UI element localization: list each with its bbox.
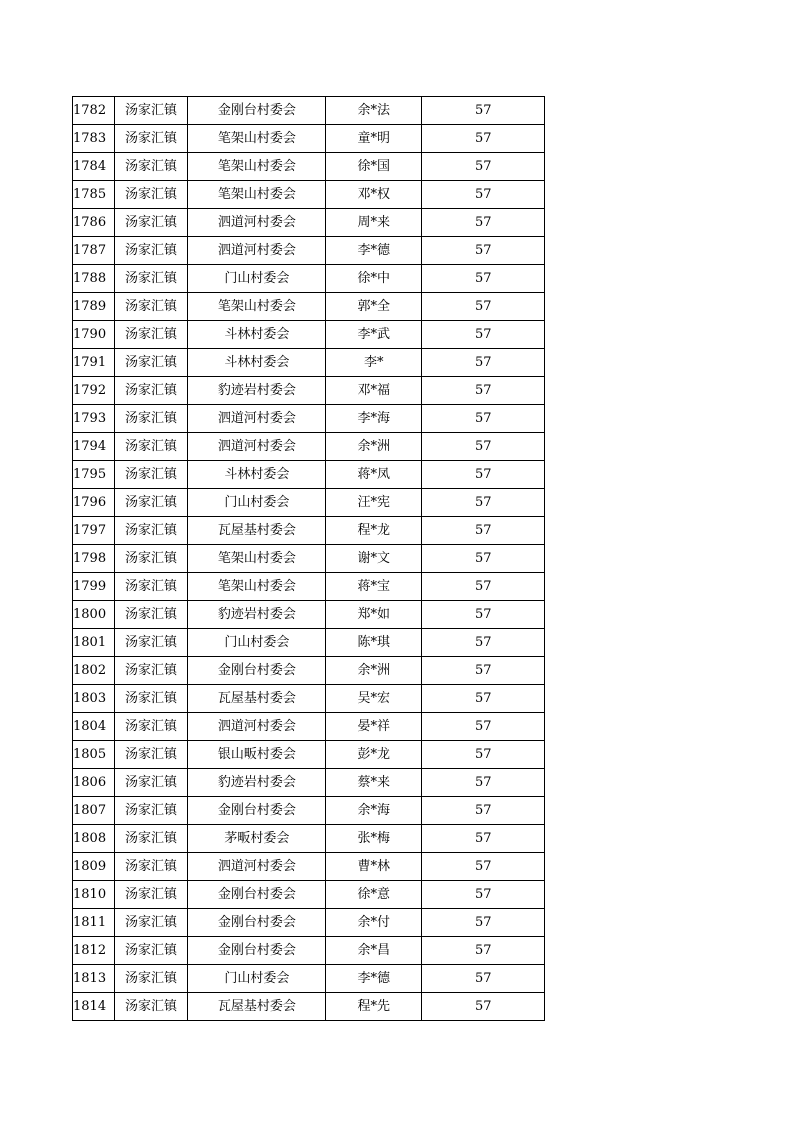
village-committee-cell: 泗道河村委会 — [188, 237, 326, 265]
table-row — [73, 657, 545, 685]
person-name-cell: 吴*宏 — [326, 685, 422, 713]
person-name-cell: 余*洲 — [326, 433, 422, 461]
table-row — [73, 853, 545, 881]
village-committee-cell: 金刚台村委会 — [188, 97, 326, 125]
table-row — [73, 237, 545, 265]
row-number-cell: 1790 — [73, 321, 115, 349]
amount-cell: 57 — [422, 321, 545, 349]
row-number-cell: 1801 — [73, 629, 115, 657]
village-committee-cell: 门山村委会 — [188, 629, 326, 657]
town-cell: 汤家汇镇 — [114, 685, 188, 713]
town-cell: 汤家汇镇 — [114, 181, 188, 209]
person-name-cell: 李* — [326, 349, 422, 377]
village-committee-cell: 门山村委会 — [188, 489, 326, 517]
person-name-cell: 余*洲 — [326, 657, 422, 685]
person-name-cell: 汪*宪 — [326, 489, 422, 517]
table-row — [73, 601, 545, 629]
table-row — [73, 825, 545, 853]
town-cell: 汤家汇镇 — [114, 545, 188, 573]
town-cell: 汤家汇镇 — [114, 405, 188, 433]
town-cell: 汤家汇镇 — [114, 461, 188, 489]
town-cell: 汤家汇镇 — [114, 797, 188, 825]
village-committee-cell: 瓦屋基村委会 — [188, 517, 326, 545]
village-committee-cell: 笔架山村委会 — [188, 153, 326, 181]
village-committee-cell: 瓦屋基村委会 — [188, 993, 326, 1021]
row-number-cell: 1810 — [73, 881, 115, 909]
row-number-cell: 1807 — [73, 797, 115, 825]
amount-cell: 57 — [422, 937, 545, 965]
village-committee-cell: 斗林村委会 — [188, 349, 326, 377]
village-committee-cell: 茅畈村委会 — [188, 825, 326, 853]
person-name-cell: 徐*国 — [326, 153, 422, 181]
row-number-cell: 1803 — [73, 685, 115, 713]
village-committee-cell: 门山村委会 — [188, 965, 326, 993]
amount-cell: 57 — [422, 965, 545, 993]
table-row — [73, 209, 545, 237]
row-number-cell: 1782 — [73, 97, 115, 125]
amount-cell: 57 — [422, 125, 545, 153]
person-name-cell: 彭*龙 — [326, 741, 422, 769]
person-name-cell: 余*海 — [326, 797, 422, 825]
town-cell: 汤家汇镇 — [114, 517, 188, 545]
amount-cell: 57 — [422, 293, 545, 321]
table-row — [73, 909, 545, 937]
village-committee-cell: 泗道河村委会 — [188, 853, 326, 881]
town-cell: 汤家汇镇 — [114, 573, 188, 601]
amount-cell: 57 — [422, 265, 545, 293]
town-cell: 汤家汇镇 — [114, 265, 188, 293]
village-committee-cell: 笔架山村委会 — [188, 293, 326, 321]
person-name-cell: 曹*林 — [326, 853, 422, 881]
amount-cell: 57 — [422, 657, 545, 685]
person-name-cell: 邓*福 — [326, 377, 422, 405]
town-cell: 汤家汇镇 — [114, 881, 188, 909]
village-committee-cell: 斗林村委会 — [188, 461, 326, 489]
village-committee-cell: 瓦屋基村委会 — [188, 685, 326, 713]
table-row — [73, 489, 545, 517]
town-cell: 汤家汇镇 — [114, 349, 188, 377]
person-name-cell: 余*法 — [326, 97, 422, 125]
amount-cell: 57 — [422, 909, 545, 937]
person-name-cell: 郭*全 — [326, 293, 422, 321]
amount-cell: 57 — [422, 209, 545, 237]
amount-cell: 57 — [422, 489, 545, 517]
row-number-cell: 1808 — [73, 825, 115, 853]
town-cell: 汤家汇镇 — [114, 209, 188, 237]
row-number-cell: 1796 — [73, 489, 115, 517]
table-row — [73, 265, 545, 293]
village-committee-cell: 豹迹岩村委会 — [188, 769, 326, 797]
village-committee-cell: 金刚台村委会 — [188, 909, 326, 937]
person-name-cell: 程*龙 — [326, 517, 422, 545]
town-cell: 汤家汇镇 — [114, 433, 188, 461]
table-row — [73, 181, 545, 209]
table-row — [73, 573, 545, 601]
table-row — [73, 321, 545, 349]
amount-cell: 57 — [422, 853, 545, 881]
town-cell: 汤家汇镇 — [114, 769, 188, 797]
row-number-cell: 1805 — [73, 741, 115, 769]
row-number-cell: 1799 — [73, 573, 115, 601]
town-cell: 汤家汇镇 — [114, 489, 188, 517]
town-cell: 汤家汇镇 — [114, 629, 188, 657]
table-row — [73, 685, 545, 713]
table-row — [73, 377, 545, 405]
row-number-cell: 1800 — [73, 601, 115, 629]
row-number-cell: 1794 — [73, 433, 115, 461]
village-committee-cell: 金刚台村委会 — [188, 881, 326, 909]
village-committee-cell: 金刚台村委会 — [188, 657, 326, 685]
table-row — [73, 881, 545, 909]
amount-cell: 57 — [422, 545, 545, 573]
town-cell: 汤家汇镇 — [114, 937, 188, 965]
person-name-cell: 余*付 — [326, 909, 422, 937]
row-number-cell: 1788 — [73, 265, 115, 293]
table-row — [73, 937, 545, 965]
row-number-cell: 1811 — [73, 909, 115, 937]
village-committee-cell: 笔架山村委会 — [188, 573, 326, 601]
row-number-cell: 1793 — [73, 405, 115, 433]
row-number-cell: 1812 — [73, 937, 115, 965]
person-name-cell: 徐*意 — [326, 881, 422, 909]
table-row — [73, 741, 545, 769]
table-row — [73, 517, 545, 545]
town-cell: 汤家汇镇 — [114, 153, 188, 181]
village-committee-cell: 泗道河村委会 — [188, 433, 326, 461]
village-committee-cell: 笔架山村委会 — [188, 545, 326, 573]
table-row — [73, 713, 545, 741]
person-name-cell: 晏*祥 — [326, 713, 422, 741]
town-cell: 汤家汇镇 — [114, 293, 188, 321]
amount-cell: 57 — [422, 629, 545, 657]
person-name-cell: 郑*如 — [326, 601, 422, 629]
row-number-cell: 1809 — [73, 853, 115, 881]
amount-cell: 57 — [422, 713, 545, 741]
person-name-cell: 张*梅 — [326, 825, 422, 853]
amount-cell: 57 — [422, 237, 545, 265]
village-committee-cell: 笔架山村委会 — [188, 125, 326, 153]
town-cell: 汤家汇镇 — [114, 97, 188, 125]
person-name-cell: 余*昌 — [326, 937, 422, 965]
town-cell: 汤家汇镇 — [114, 909, 188, 937]
town-cell: 汤家汇镇 — [114, 713, 188, 741]
row-number-cell: 1785 — [73, 181, 115, 209]
person-name-cell: 陈*琪 — [326, 629, 422, 657]
row-number-cell: 1806 — [73, 769, 115, 797]
amount-cell: 57 — [422, 461, 545, 489]
village-committee-cell: 豹迹岩村委会 — [188, 377, 326, 405]
amount-cell: 57 — [422, 825, 545, 853]
person-name-cell: 蔡*来 — [326, 769, 422, 797]
table-row — [73, 293, 545, 321]
row-number-cell: 1813 — [73, 965, 115, 993]
row-number-cell: 1802 — [73, 657, 115, 685]
amount-cell: 57 — [422, 153, 545, 181]
person-name-cell: 谢*文 — [326, 545, 422, 573]
town-cell: 汤家汇镇 — [114, 601, 188, 629]
person-name-cell: 李*德 — [326, 237, 422, 265]
amount-cell: 57 — [422, 97, 545, 125]
village-committee-cell: 斗林村委会 — [188, 321, 326, 349]
table-row — [73, 153, 545, 181]
person-name-cell: 程*先 — [326, 993, 422, 1021]
amount-cell: 57 — [422, 769, 545, 797]
table-row — [73, 97, 545, 125]
row-number-cell: 1783 — [73, 125, 115, 153]
row-number-cell: 1789 — [73, 293, 115, 321]
table-row — [73, 965, 545, 993]
amount-cell: 57 — [422, 685, 545, 713]
town-cell: 汤家汇镇 — [114, 321, 188, 349]
town-cell: 汤家汇镇 — [114, 741, 188, 769]
person-name-cell: 李*海 — [326, 405, 422, 433]
table-row — [73, 125, 545, 153]
person-name-cell: 徐*中 — [326, 265, 422, 293]
table-row — [73, 993, 545, 1021]
amount-cell: 57 — [422, 517, 545, 545]
village-committee-cell: 豹迹岩村委会 — [188, 601, 326, 629]
amount-cell: 57 — [422, 993, 545, 1021]
row-number-cell: 1791 — [73, 349, 115, 377]
amount-cell: 57 — [422, 881, 545, 909]
village-committee-cell: 泗道河村委会 — [188, 405, 326, 433]
roster-table — [72, 96, 545, 1021]
person-name-cell: 周*来 — [326, 209, 422, 237]
village-committee-cell: 泗道河村委会 — [188, 209, 326, 237]
person-name-cell: 邓*权 — [326, 181, 422, 209]
row-number-cell: 1784 — [73, 153, 115, 181]
row-number-cell: 1797 — [73, 517, 115, 545]
amount-cell: 57 — [422, 433, 545, 461]
row-number-cell: 1795 — [73, 461, 115, 489]
village-committee-cell: 门山村委会 — [188, 265, 326, 293]
town-cell: 汤家汇镇 — [114, 377, 188, 405]
roster-table-body — [73, 97, 545, 1021]
amount-cell: 57 — [422, 405, 545, 433]
table-row — [73, 461, 545, 489]
town-cell: 汤家汇镇 — [114, 825, 188, 853]
table-row — [73, 769, 545, 797]
amount-cell: 57 — [422, 181, 545, 209]
town-cell: 汤家汇镇 — [114, 125, 188, 153]
amount-cell: 57 — [422, 377, 545, 405]
table-row — [73, 405, 545, 433]
town-cell: 汤家汇镇 — [114, 237, 188, 265]
village-committee-cell: 泗道河村委会 — [188, 713, 326, 741]
table-row — [73, 433, 545, 461]
village-committee-cell: 金刚台村委会 — [188, 797, 326, 825]
table-row — [73, 545, 545, 573]
person-name-cell: 童*明 — [326, 125, 422, 153]
amount-cell: 57 — [422, 797, 545, 825]
village-committee-cell: 笔架山村委会 — [188, 181, 326, 209]
table-row — [73, 629, 545, 657]
row-number-cell: 1792 — [73, 377, 115, 405]
town-cell: 汤家汇镇 — [114, 853, 188, 881]
amount-cell: 57 — [422, 601, 545, 629]
person-name-cell: 蒋*宝 — [326, 573, 422, 601]
town-cell: 汤家汇镇 — [114, 657, 188, 685]
table-row — [73, 797, 545, 825]
row-number-cell: 1804 — [73, 713, 115, 741]
town-cell: 汤家汇镇 — [114, 993, 188, 1021]
amount-cell: 57 — [422, 741, 545, 769]
table-row — [73, 349, 545, 377]
village-committee-cell: 银山畈村委会 — [188, 741, 326, 769]
row-number-cell: 1814 — [73, 993, 115, 1021]
person-name-cell: 李*武 — [326, 321, 422, 349]
amount-cell: 57 — [422, 349, 545, 377]
amount-cell: 57 — [422, 573, 545, 601]
person-name-cell: 李*德 — [326, 965, 422, 993]
row-number-cell: 1787 — [73, 237, 115, 265]
row-number-cell: 1798 — [73, 545, 115, 573]
row-number-cell: 1786 — [73, 209, 115, 237]
person-name-cell: 蒋*凤 — [326, 461, 422, 489]
town-cell: 汤家汇镇 — [114, 965, 188, 993]
village-committee-cell: 金刚台村委会 — [188, 937, 326, 965]
